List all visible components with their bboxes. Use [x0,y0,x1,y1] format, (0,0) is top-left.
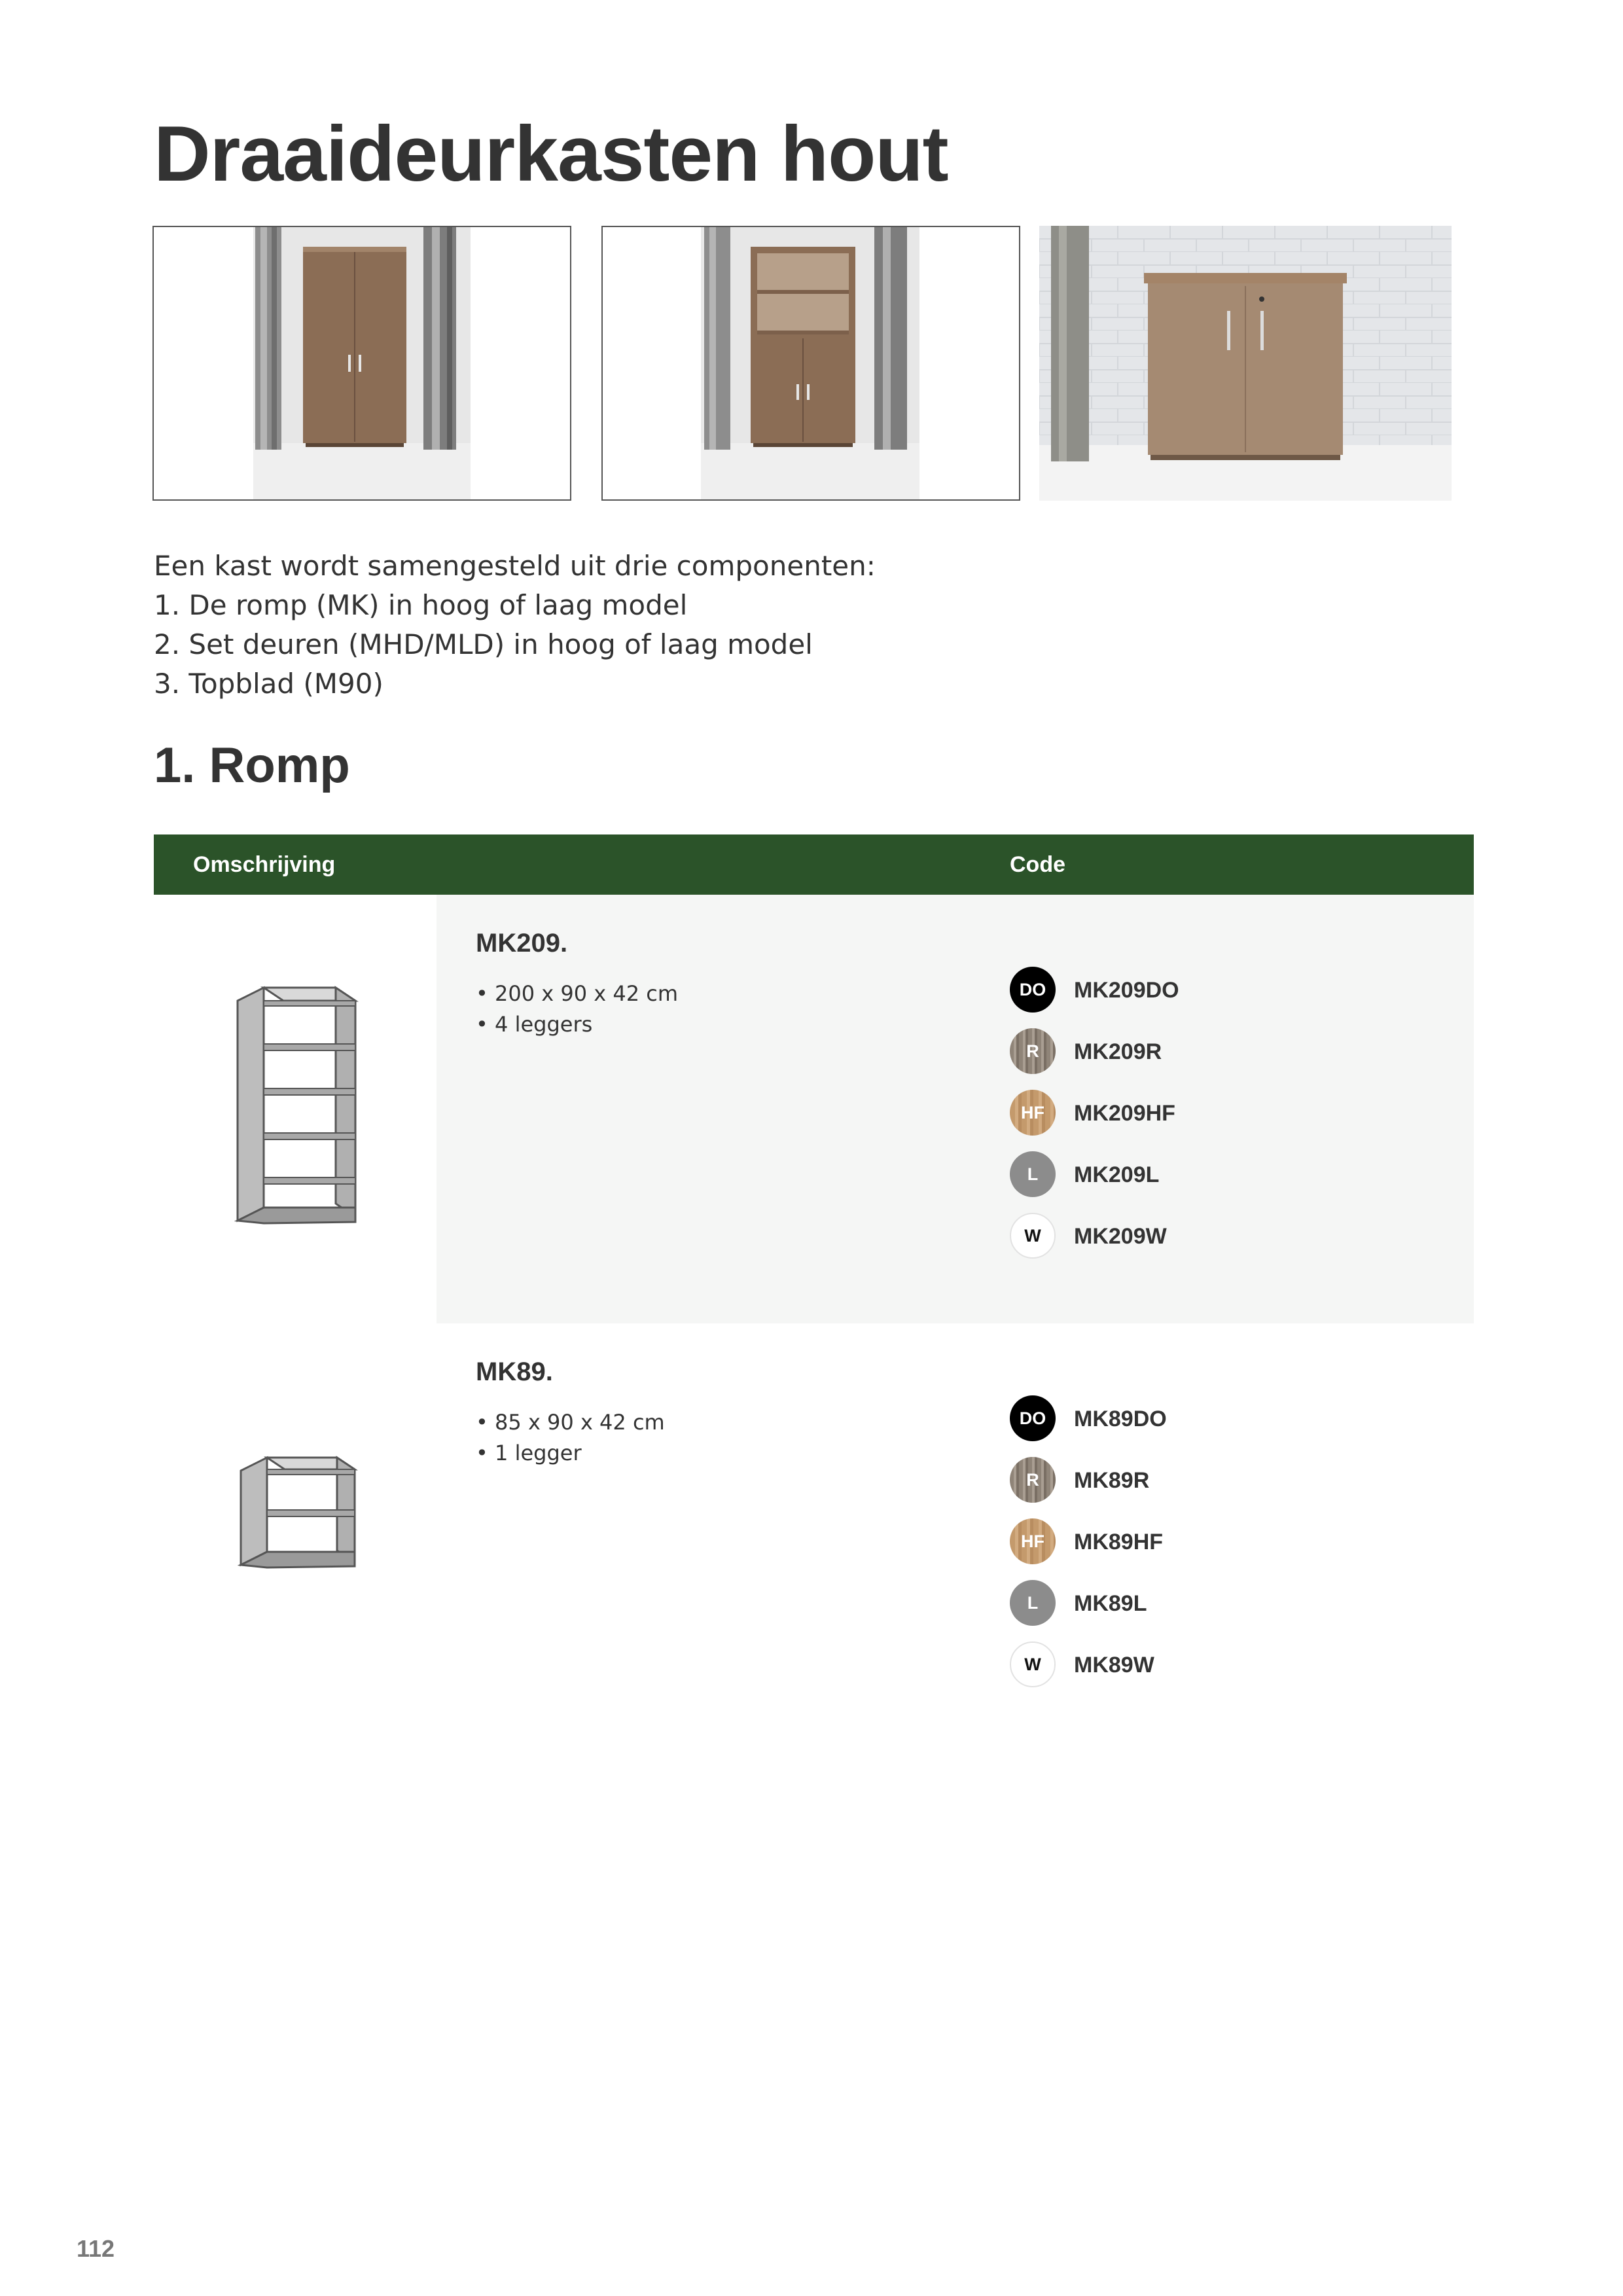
finish-swatch-do: DO [1010,1395,1056,1441]
code-value: MK89HF [1074,1530,1164,1554]
product-name: MK89. [476,1357,553,1386]
finish-swatch-hf: HF [1010,1518,1056,1564]
finish-swatch-w: W [1010,1641,1056,1687]
page-number: 112 [77,2235,115,2262]
spec-item: • 4 leggers [476,1012,593,1037]
table-row [154,1323,1474,1716]
intro-line: Een kast wordt samengesteld uit drie componenten: [154,550,876,582]
code-value: MK209HF [1074,1101,1175,1126]
low-wooden-cabinet-photo [1039,226,1452,501]
finish-swatch-l: L [1010,1580,1056,1626]
header-description: Omschrijving [193,852,336,877]
intro-line: 1. De romp (MK) in hoog of laag model [154,589,688,621]
low-cabinet-carcass-drawing [236,1450,360,1574]
finish-swatch-w: W [1010,1213,1056,1259]
finish-swatch-l: L [1010,1151,1056,1197]
intro-line: 3. Topblad (M90) [154,668,383,700]
tall-wooden-cabinet-two-doors-photo [152,226,571,501]
code-value: MK209L [1074,1162,1160,1187]
code-value: MK209R [1074,1039,1162,1064]
finish-swatch-do: DO [1010,967,1056,1013]
product-specs [476,1407,665,1469]
code-value: MK209W [1074,1224,1167,1249]
section-title: 1. Romp [154,738,350,793]
code-value: MK89L [1074,1591,1147,1616]
spec-item: • 1 legger [476,1441,582,1465]
table-header [154,834,1474,895]
header-code: Code [1010,852,1065,877]
spec-item: • 200 x 90 x 42 cm [476,981,679,1006]
spec-item: • 85 x 90 x 42 cm [476,1410,665,1435]
product-name: MK209. [476,929,568,958]
table-row [154,895,1474,1323]
code-value: MK209DO [1074,978,1179,1003]
row-background [437,895,1474,1323]
page-title: Draaideurkasten hout [154,110,948,198]
code-value: MK89W [1074,1653,1154,1677]
code-value: MK89R [1074,1468,1150,1493]
tall-cabinet-carcass-drawing [232,980,363,1235]
finish-swatch-r: R [1010,1028,1056,1074]
intro-line: 2. Set deuren (MHD/MLD) in hoog of laag model [154,628,813,660]
code-value: MK89DO [1074,1407,1167,1431]
finish-swatch-r: R [1010,1457,1056,1503]
intro-text [154,547,1135,704]
open-shelf-cabinet-with-low-doors-photo [601,226,1020,501]
product-specs [476,978,678,1040]
finish-swatch-hf: HF [1010,1090,1056,1136]
